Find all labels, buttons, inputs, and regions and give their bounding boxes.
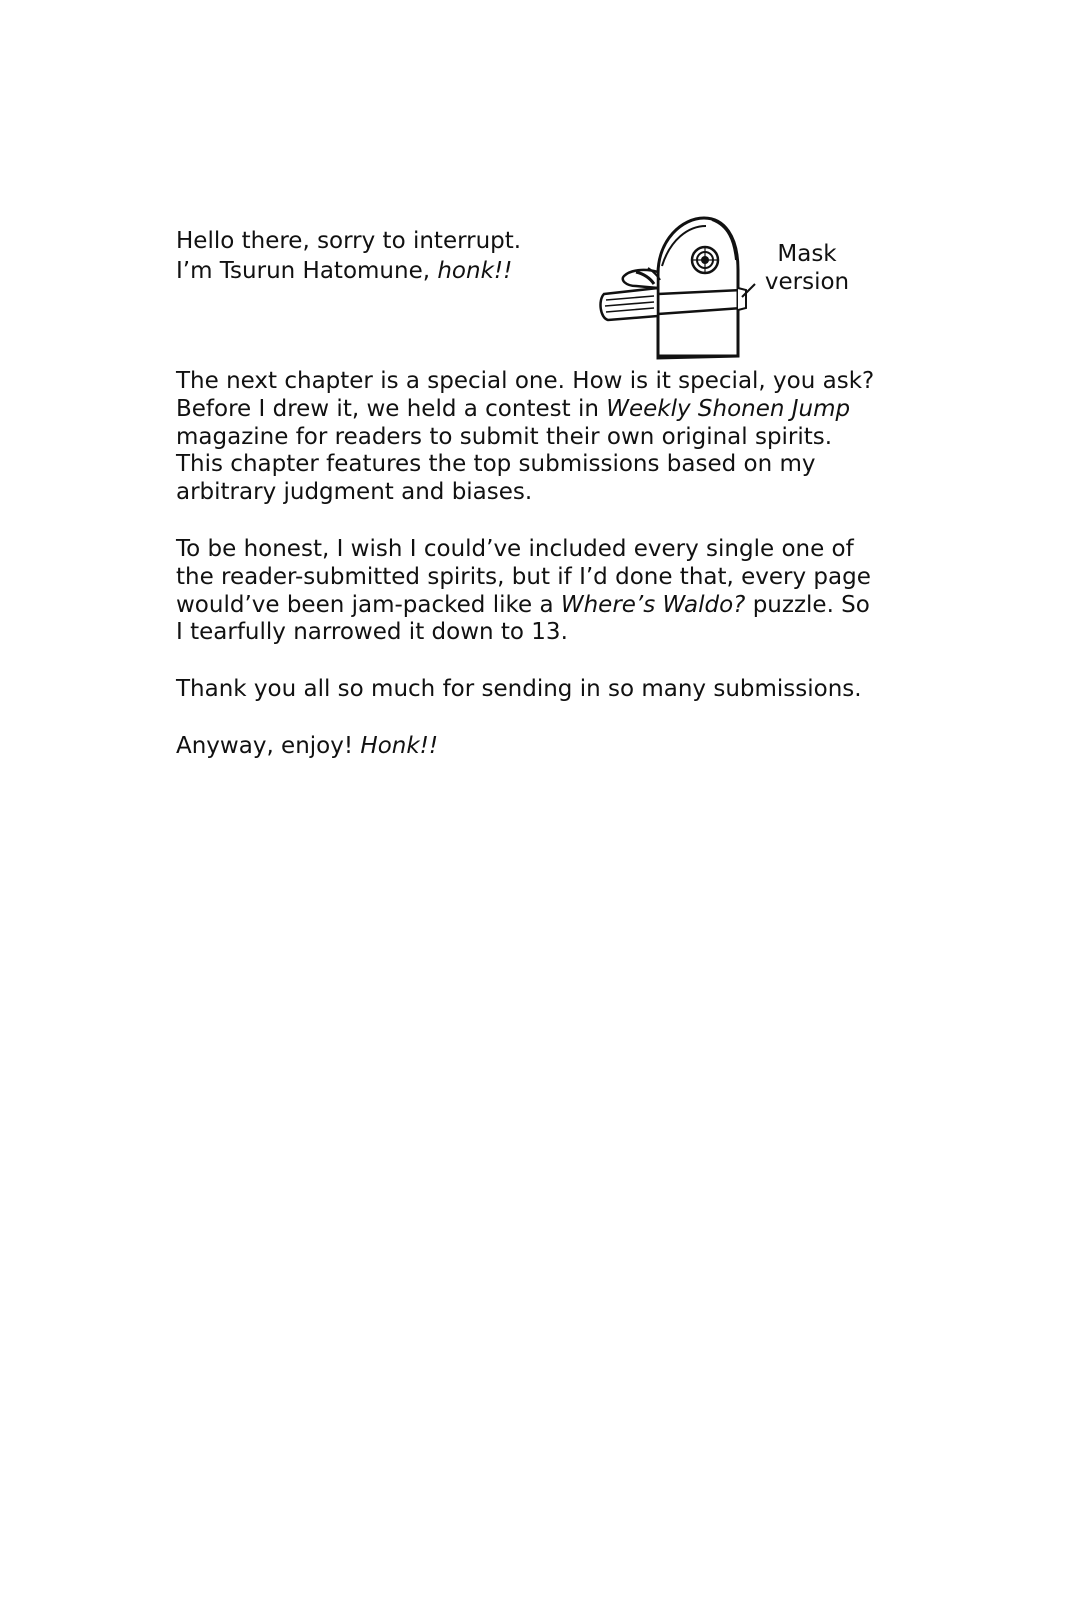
mascot-eye-icon: [692, 247, 718, 273]
mascot-head-outline: [658, 218, 738, 358]
intro-honk: honk!!: [437, 258, 513, 284]
caption-line-1: Mask: [777, 241, 837, 267]
book-title: Where’s Waldo?: [560, 591, 746, 618]
intro-greeting: [176, 226, 616, 286]
paragraph-signoff: Anyway, enjoy! Honk!!: [176, 732, 439, 759]
mascot-caption: [752, 240, 862, 296]
paragraph-thanks: Thank you all so much for sending in so many submissions.: [176, 676, 862, 703]
signoff-honk: Honk!!: [360, 732, 439, 759]
intro-line-1: Hello there, sorry to interrupt.: [176, 228, 522, 254]
intro-name-text: I’m Tsurun Hatomune,: [176, 258, 438, 284]
caption-line-2: version: [764, 269, 850, 295]
intro-line-2: [176, 256, 616, 286]
chapter-note-body: [176, 368, 876, 761]
magazine-title: Weekly Shonen Jump: [606, 395, 851, 422]
paragraph-contest: The next chapter is a special one. How is it special, you ask? Before I drew it, we held a contest in Weekly Shonen Jump magazine for readers to submit their own original spirits. This chapter features the top submissions based on my arbitrary judgment and biases.: [176, 368, 875, 506]
masked-bird-mascot-illustration: [592, 210, 762, 362]
paragraph-selection: To be honest, I wish I could’ve included every single one of the reader-submitted spirits, but if I’d done that, every page would’ve been jam-packed like a Where’s Waldo? puzzle. So I tearfully narrowed it down to 13.: [176, 535, 871, 646]
